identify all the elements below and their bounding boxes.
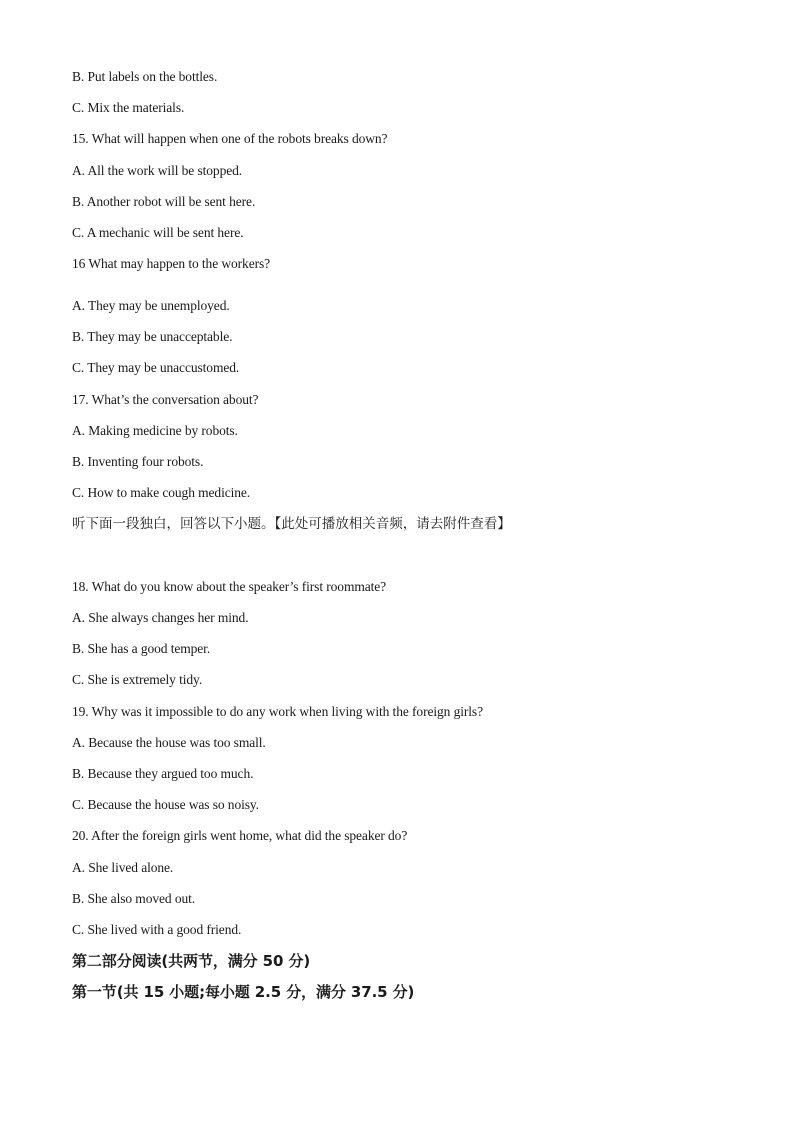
q15-question: 15. What will happen when one of the robots breaks down? [72,131,388,146]
q18-option-c: C. She is extremely tidy. [72,672,203,687]
q20-question: 20. After the foreign girls went home, what did the speaker do? [72,828,408,843]
q19-option-a: A. Because the house was too small. [72,735,266,750]
q16-option-b: B. They may be unacceptable. [72,329,233,344]
q20-option-b: B. She also moved out. [72,891,196,906]
q20-option-a: A. She lived alone. [72,860,174,875]
q17-option-a: A. Making medicine by robots. [72,423,238,438]
q15-option-b: B. Another robot will be sent here. [72,194,256,209]
q18-option-b: B. She has a good temper. [72,641,211,656]
q18-question: 18. What do you know about the speaker’s first roommate? [72,579,387,594]
q19-option-b: B. Because they argued too much. [72,766,254,781]
monologue-instruction: 听下面一段独白，回答以下小题。【此处可播放相关音频，请去附件查看】 [72,516,511,532]
q17-option-c: C. How to make cough medicine. [72,485,251,500]
q19-question: 19. Why was it impossible to do any work when living with the foreign girls? [72,704,483,719]
q17-question: 17. What’s the conversation about? [72,392,259,407]
q14-option-c: C. Mix the materials. [72,100,185,115]
part2-heading: 第二部分阅读(共两节，满分 50 分) [72,952,311,970]
q18-option-a: A. She always changes her mind. [72,610,249,625]
q16-option-c: C. They may be unaccustomed. [72,360,240,375]
q15-option-a: A. All the work will be stopped. [72,163,243,178]
q20-option-c: C. She lived with a good friend. [72,922,242,937]
q15-option-c: C. A mechanic will be sent here. [72,225,244,240]
q16-question: 16 What may happen to the workers? [72,256,271,271]
section1-heading: 第一节(共 15 小题;每小题 2.5 分，满分 37.5 分) [72,983,415,1001]
q19-option-c: C. Because the house was so noisy. [72,797,259,812]
q16-option-a: A. They may be unemployed. [72,298,230,313]
q17-option-b: B. Inventing four robots. [72,454,204,469]
q14-option-b: B. Put labels on the bottles. [72,69,218,84]
